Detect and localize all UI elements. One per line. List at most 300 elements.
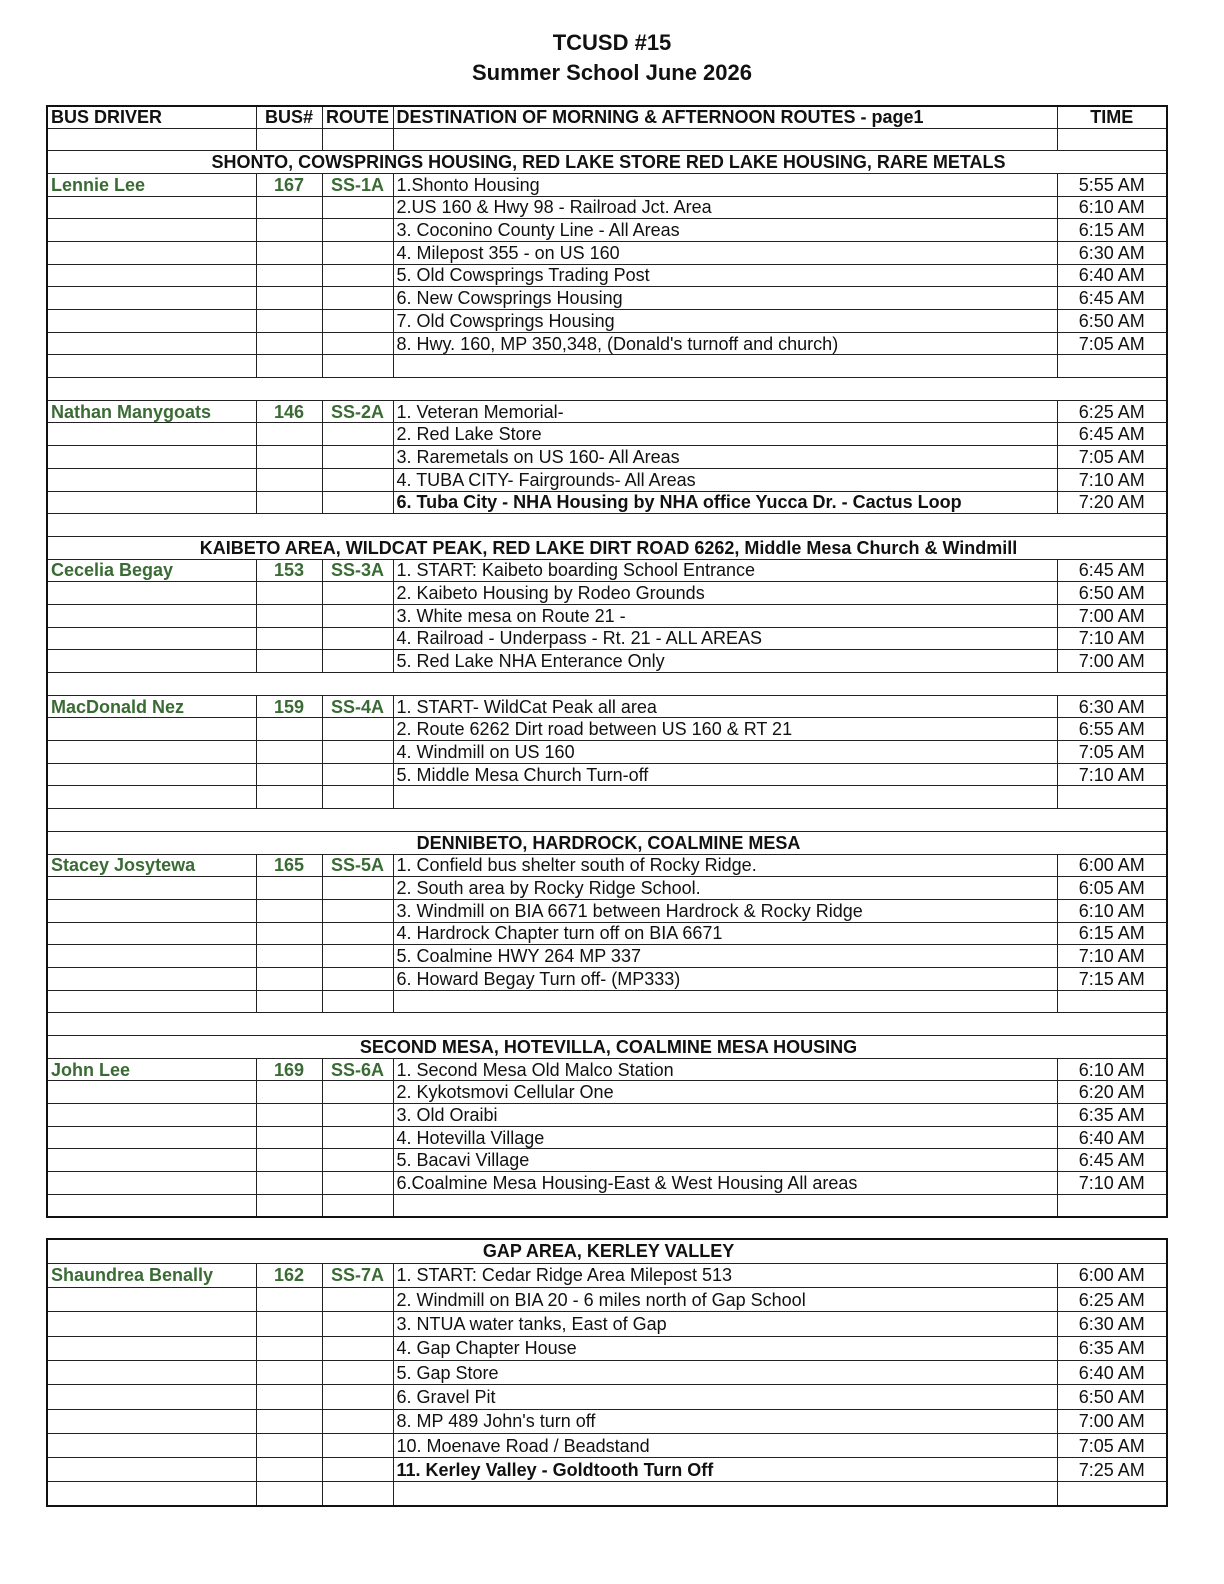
time-cell: 7:25 AM [1057, 1458, 1167, 1482]
route-cell [322, 128, 393, 151]
time-cell: 6:25 AM [1057, 400, 1167, 423]
driver-cell [47, 967, 256, 990]
driver-cell [47, 1482, 256, 1506]
destination-cell: 4. Windmill on US 160 [393, 741, 1057, 764]
driver-cell [47, 899, 256, 922]
route-stop-row [47, 1458, 1167, 1482]
time-cell: 6:20 AM [1057, 1081, 1167, 1104]
route-stop-row [47, 332, 1167, 355]
driver-cell [47, 196, 256, 219]
time-cell: 6:40 AM [1057, 1126, 1167, 1149]
bus-cell [256, 1194, 322, 1217]
route-stop-row [47, 604, 1167, 627]
destination-cell: 1. START: Cedar Ridge Area Milepost 513 [393, 1263, 1057, 1287]
route-code-cell: SS-4A [322, 695, 393, 718]
route-code-cell [322, 899, 393, 922]
route-stop-row [47, 695, 1167, 718]
destination-cell: 4. TUBA CITY- Fairgrounds- All Areas [393, 468, 1057, 491]
route-stop-row [47, 446, 1167, 469]
route-code-cell [322, 423, 393, 446]
spacer-row [47, 378, 1167, 401]
driver-cell [47, 310, 256, 333]
driver-cell [47, 355, 256, 378]
spacer-cell [47, 378, 1167, 401]
time-cell: 7:10 AM [1057, 945, 1167, 968]
route-code-cell [322, 1104, 393, 1127]
bus-number-cell [256, 945, 322, 968]
route-stop-row [47, 1081, 1167, 1104]
route-code-cell [322, 1149, 393, 1172]
destination-cell [393, 355, 1057, 378]
driver-cell [47, 1312, 256, 1336]
header-bus: BUS# [256, 106, 322, 128]
table-header-row [47, 106, 1167, 128]
route-code-cell [322, 1360, 393, 1384]
route-stop-row [47, 1149, 1167, 1172]
spacer-row [47, 809, 1167, 832]
bus-number-cell [256, 582, 322, 605]
time-cell: 6:25 AM [1057, 1288, 1167, 1312]
destination-cell: 2. Route 6262 Dirt road between US 160 & RT 21 [393, 718, 1057, 741]
section-title: SECOND MESA, HOTEVILLA, COALMINE MESA HOUSING [47, 1036, 1167, 1059]
destination-cell: 1. Veteran Memorial- [393, 400, 1057, 423]
section-title: GAP AREA, KERLEY VALLEY [47, 1239, 1167, 1263]
bus-number-cell: 169 [256, 1058, 322, 1081]
route-code-cell [322, 491, 393, 514]
destination-cell: 6. Howard Begay Turn off- (MP333) [393, 967, 1057, 990]
route-stop-row [47, 423, 1167, 446]
document-title: TCUSD #15 [552, 30, 672, 55]
bus-number-cell [256, 332, 322, 355]
time-cell: 7:20 AM [1057, 491, 1167, 514]
time-cell: 6:00 AM [1057, 1263, 1167, 1287]
route-stop-row [47, 264, 1167, 287]
bus-number-cell [256, 1172, 322, 1195]
destination-cell: 6. Gravel Pit [393, 1385, 1057, 1409]
destination-cell [393, 990, 1057, 1013]
driver-cell [47, 718, 256, 741]
driver-cell [47, 1172, 256, 1195]
empty-row [47, 355, 1167, 378]
destination-cell: 1.Shonto Housing [393, 173, 1057, 196]
empty-row [47, 128, 1167, 151]
bus-number-cell [256, 1336, 322, 1360]
bus-number-cell [256, 287, 322, 310]
time-cell: 7:10 AM [1057, 627, 1167, 650]
destination-cell: 2. South area by Rocky Ridge School. [393, 877, 1057, 900]
destination-cell: 4. Railroad - Underpass - Rt. 21 - ALL AREAS [393, 627, 1057, 650]
route-code-cell [322, 1288, 393, 1312]
routes-table-gap-body [47, 1239, 1167, 1506]
time-cell: 6:30 AM [1057, 695, 1167, 718]
section-header-row [47, 1036, 1167, 1059]
route-cell [322, 786, 393, 809]
bus-cell [256, 990, 322, 1013]
driver-cell [47, 1360, 256, 1384]
destination-cell: 3. White mesa on Route 21 - [393, 604, 1057, 627]
route-code-cell: SS-2A [322, 400, 393, 423]
route-stop-row [47, 1288, 1167, 1312]
route-stop-row [47, 559, 1167, 582]
time-cell: 6:05 AM [1057, 877, 1167, 900]
time-cell: 7:10 AM [1057, 763, 1167, 786]
route-stop-row [47, 967, 1167, 990]
route-code-cell [322, 468, 393, 491]
time-cell: 6:00 AM [1057, 854, 1167, 877]
time-cell: 6:40 AM [1057, 264, 1167, 287]
section-title: SHONTO, COWSPRINGS HOUSING, RED LAKE STORE RED LAKE HOUSING, RARE METALS [47, 151, 1167, 174]
destination-cell: 5. Gap Store [393, 1360, 1057, 1384]
bus-number-cell [256, 1385, 322, 1409]
route-cell [322, 355, 393, 378]
time-cell [1057, 1194, 1167, 1217]
route-code-cell [322, 718, 393, 741]
destination-cell: 4. Hotevilla Village [393, 1126, 1057, 1149]
destination-cell: 5. Coalmine HWY 264 MP 337 [393, 945, 1057, 968]
bus-number-cell [256, 446, 322, 469]
route-code-cell: SS-6A [322, 1058, 393, 1081]
route-code-cell [322, 1385, 393, 1409]
driver-cell [47, 1458, 256, 1482]
route-stop-row [47, 1263, 1167, 1287]
time-cell: 7:05 AM [1057, 332, 1167, 355]
route-stop-row [47, 854, 1167, 877]
route-code-cell [322, 627, 393, 650]
route-code-cell [322, 310, 393, 333]
driver-cell [47, 1385, 256, 1409]
route-code-cell [322, 446, 393, 469]
bus-number-cell [256, 1126, 322, 1149]
route-stop-row [47, 491, 1167, 514]
destination-cell: 5. Old Cowsprings Trading Post [393, 264, 1057, 287]
destination-cell: 3. Coconino County Line - All Areas [393, 219, 1057, 242]
destination-cell: 2. Windmill on BIA 20 - 6 miles north of Gap School [393, 1288, 1057, 1312]
route-stop-row [47, 1409, 1167, 1433]
destination-cell: 5. Bacavi Village [393, 1149, 1057, 1172]
route-code-cell [322, 650, 393, 673]
route-code-cell [322, 1081, 393, 1104]
bus-number-cell [256, 1312, 322, 1336]
time-cell [1057, 1482, 1167, 1506]
driver-cell [47, 128, 256, 151]
driver-cell [47, 1081, 256, 1104]
driver-cell [47, 877, 256, 900]
document-subtitle: Summer School June 2026 [472, 60, 752, 85]
route-stop-row [47, 741, 1167, 764]
time-cell [1057, 786, 1167, 809]
driver-cell: Lennie Lee [47, 173, 256, 196]
route-cell [322, 1194, 393, 1217]
bus-number-cell [256, 1433, 322, 1457]
bus-number-cell [256, 241, 322, 264]
destination-cell: 8. MP 489 John's turn off [393, 1409, 1057, 1433]
route-stop-row [47, 899, 1167, 922]
route-code-cell [322, 264, 393, 287]
route-stop-row [47, 922, 1167, 945]
driver-cell [47, 1288, 256, 1312]
driver-cell [47, 264, 256, 287]
driver-cell: Cecelia Begay [47, 559, 256, 582]
bus-number-cell [256, 1104, 322, 1127]
bus-number-cell [256, 922, 322, 945]
driver-cell [47, 650, 256, 673]
route-stop-row [47, 763, 1167, 786]
spacer-cell [47, 1013, 1167, 1036]
time-cell: 6:50 AM [1057, 310, 1167, 333]
destination-cell: 3. Windmill on BIA 6671 between Hardrock & Rocky Ridge [393, 899, 1057, 922]
bus-number-cell [256, 264, 322, 287]
route-code-cell [322, 241, 393, 264]
time-cell: 6:35 AM [1057, 1336, 1167, 1360]
route-stop-row [47, 1433, 1167, 1457]
driver-cell [47, 922, 256, 945]
driver-cell [47, 604, 256, 627]
bus-number-cell [256, 1149, 322, 1172]
bus-cell [256, 786, 322, 809]
bus-cell [256, 355, 322, 378]
driver-cell [47, 219, 256, 242]
route-code-cell [322, 196, 393, 219]
route-cell [322, 990, 393, 1013]
time-cell: 6:40 AM [1057, 1360, 1167, 1384]
destination-cell: 10. Moenave Road / Beadstand [393, 1433, 1057, 1457]
driver-cell [47, 446, 256, 469]
destination-cell: 5. Red Lake NHA Enterance Only [393, 650, 1057, 673]
spacer-cell [47, 673, 1167, 696]
driver-cell [47, 1104, 256, 1127]
bus-number-cell [256, 763, 322, 786]
time-cell: 7:05 AM [1057, 741, 1167, 764]
time-cell: 6:45 AM [1057, 1149, 1167, 1172]
bus-number-cell [256, 899, 322, 922]
bus-number-cell: 146 [256, 400, 322, 423]
time-cell: 5:55 AM [1057, 173, 1167, 196]
destination-cell: 1. START: Kaibeto boarding School Entrance [393, 559, 1057, 582]
destination-cell: 11. Kerley Valley - Goldtooth Turn Off [393, 1458, 1057, 1482]
route-code-cell [322, 1433, 393, 1457]
time-cell: 7:10 AM [1057, 1172, 1167, 1195]
section-header-row [47, 831, 1167, 854]
time-cell: 6:30 AM [1057, 241, 1167, 264]
bus-number-cell [256, 468, 322, 491]
header-route: ROUTE [322, 106, 393, 128]
driver-cell [47, 1126, 256, 1149]
route-code-cell [322, 1172, 393, 1195]
destination-cell: 2. Red Lake Store [393, 423, 1057, 446]
time-cell: 7:10 AM [1057, 468, 1167, 491]
routes-table-gap [46, 1238, 1168, 1507]
driver-cell [47, 1194, 256, 1217]
destination-cell: 5. Middle Mesa Church Turn-off [393, 763, 1057, 786]
routes-table-body [47, 128, 1167, 1217]
driver-cell: Shaundrea Benally [47, 1263, 256, 1287]
route-code-cell [322, 877, 393, 900]
destination-cell: 6. New Cowsprings Housing [393, 287, 1057, 310]
driver-cell: Nathan Manygoats [47, 400, 256, 423]
time-cell [1057, 990, 1167, 1013]
destination-cell: 2. Kaibeto Housing by Rodeo Grounds [393, 582, 1057, 605]
bus-number-cell [256, 1409, 322, 1433]
destination-cell [393, 1482, 1057, 1506]
time-cell: 6:15 AM [1057, 922, 1167, 945]
driver-cell: John Lee [47, 1058, 256, 1081]
driver-cell [47, 1409, 256, 1433]
header-destination: DESTINATION OF MORNING & AFTERNOON ROUTES - page1 [393, 106, 1057, 128]
route-code-cell [322, 604, 393, 627]
driver-cell [47, 1149, 256, 1172]
route-cell [322, 1482, 393, 1506]
route-stop-row [47, 627, 1167, 650]
destination-cell: 8. Hwy. 160, MP 350,348, (Donald's turnoff and church) [393, 332, 1057, 355]
driver-cell [47, 468, 256, 491]
route-code-cell [322, 1336, 393, 1360]
bus-number-cell [256, 650, 322, 673]
bus-number-cell [256, 967, 322, 990]
route-stop-row [47, 1058, 1167, 1081]
bus-number-cell [256, 1288, 322, 1312]
route-stop-row [47, 945, 1167, 968]
bus-number-cell [256, 718, 322, 741]
route-stop-row [47, 1336, 1167, 1360]
driver-cell [47, 241, 256, 264]
route-stop-row [47, 1360, 1167, 1384]
route-stop-row [47, 173, 1167, 196]
destination-cell: 1. Second Mesa Old Malco Station [393, 1058, 1057, 1081]
bus-cell [256, 128, 322, 151]
driver-cell [47, 741, 256, 764]
route-code-cell: SS-5A [322, 854, 393, 877]
route-stop-row [47, 310, 1167, 333]
destination-cell [393, 1194, 1057, 1217]
empty-row [47, 786, 1167, 809]
route-stop-row [47, 1385, 1167, 1409]
destination-cell: 6. Tuba City - NHA Housing by NHA office Yucca Dr. - Cactus Loop [393, 491, 1057, 514]
destination-cell: 4. Milepost 355 - on US 160 [393, 241, 1057, 264]
route-stop-row [47, 400, 1167, 423]
route-code-cell [322, 763, 393, 786]
time-cell: 6:15 AM [1057, 219, 1167, 242]
driver-cell: MacDonald Nez [47, 695, 256, 718]
driver-cell [47, 763, 256, 786]
route-code-cell [322, 1312, 393, 1336]
destination-cell: 3. Raremetals on US 160- All Areas [393, 446, 1057, 469]
section-header-row [47, 536, 1167, 559]
destination-cell [393, 786, 1057, 809]
header-time: TIME [1057, 106, 1167, 128]
route-stop-row [47, 1172, 1167, 1195]
time-cell: 6:30 AM [1057, 1312, 1167, 1336]
bus-number-cell [256, 491, 322, 514]
route-code-cell [322, 219, 393, 242]
route-stop-row [47, 650, 1167, 673]
header-driver: BUS DRIVER [47, 106, 256, 128]
bus-number-cell: 167 [256, 173, 322, 196]
bus-number-cell [256, 627, 322, 650]
time-cell: 7:05 AM [1057, 1433, 1167, 1457]
bus-number-cell [256, 604, 322, 627]
driver-cell [47, 582, 256, 605]
bus-number-cell: 165 [256, 854, 322, 877]
bus-number-cell [256, 1360, 322, 1384]
route-code-cell [322, 1458, 393, 1482]
time-cell: 7:00 AM [1057, 604, 1167, 627]
destination-cell: 1. Confield bus shelter south of Rocky Ridge. [393, 854, 1057, 877]
route-stop-row [47, 468, 1167, 491]
time-cell: 6:45 AM [1057, 559, 1167, 582]
routes-table-main [46, 105, 1168, 1218]
bus-number-cell: 159 [256, 695, 322, 718]
bus-number-cell [256, 741, 322, 764]
destination-cell: 4. Gap Chapter House [393, 1336, 1057, 1360]
route-stop-row [47, 1312, 1167, 1336]
bus-cell [256, 1482, 322, 1506]
time-cell: 7:00 AM [1057, 1409, 1167, 1433]
time-cell: 6:35 AM [1057, 1104, 1167, 1127]
time-cell: 7:05 AM [1057, 446, 1167, 469]
spacer-row [47, 1013, 1167, 1036]
route-stop-row [47, 1126, 1167, 1149]
bus-number-cell [256, 877, 322, 900]
route-code-cell [322, 945, 393, 968]
bus-number-cell: 162 [256, 1263, 322, 1287]
driver-cell [47, 945, 256, 968]
spacer-cell [47, 809, 1167, 832]
time-cell: 6:45 AM [1057, 287, 1167, 310]
bus-number-cell [256, 1458, 322, 1482]
destination-cell: 2. Kykotsmovi Cellular One [393, 1081, 1057, 1104]
time-cell: 6:10 AM [1057, 1058, 1167, 1081]
route-code-cell [322, 582, 393, 605]
driver-cell [47, 423, 256, 446]
route-code-cell [322, 967, 393, 990]
route-code-cell: SS-3A [322, 559, 393, 582]
route-code-cell [322, 741, 393, 764]
bus-number-cell [256, 196, 322, 219]
time-cell: 6:10 AM [1057, 196, 1167, 219]
spacer-cell [47, 514, 1167, 537]
route-code-cell [322, 922, 393, 945]
route-stop-row [47, 718, 1167, 741]
time-cell: 7:15 AM [1057, 967, 1167, 990]
section-title: DENNIBETO, HARDROCK, COALMINE MESA [47, 831, 1167, 854]
route-stop-row [47, 219, 1167, 242]
section-title: KAIBETO AREA, WILDCAT PEAK, RED LAKE DIRT ROAD 6262, Middle Mesa Church & Windmill [47, 536, 1167, 559]
driver-cell [47, 1336, 256, 1360]
route-stop-row [47, 877, 1167, 900]
route-code-cell: SS-7A [322, 1263, 393, 1287]
driver-cell [47, 287, 256, 310]
destination-cell [393, 128, 1057, 151]
destination-cell: 3. NTUA water tanks, East of Gap [393, 1312, 1057, 1336]
time-cell: 6:10 AM [1057, 899, 1167, 922]
empty-row [47, 990, 1167, 1013]
destination-cell: 2.US 160 & Hwy 98 - Railroad Jct. Area [393, 196, 1057, 219]
route-code-cell [322, 1409, 393, 1433]
time-cell [1057, 128, 1167, 151]
bus-number-cell [256, 219, 322, 242]
empty-row [47, 1194, 1167, 1217]
bus-number-cell: 153 [256, 559, 322, 582]
bus-number-cell [256, 423, 322, 446]
bus-number-cell [256, 310, 322, 333]
time-cell: 6:50 AM [1057, 1385, 1167, 1409]
destination-cell: 4. Hardrock Chapter turn off on BIA 6671 [393, 922, 1057, 945]
destination-cell: 7. Old Cowsprings Housing [393, 310, 1057, 333]
route-stop-row [47, 196, 1167, 219]
route-code-cell [322, 287, 393, 310]
route-stop-row [47, 582, 1167, 605]
route-stop-row [47, 1104, 1167, 1127]
